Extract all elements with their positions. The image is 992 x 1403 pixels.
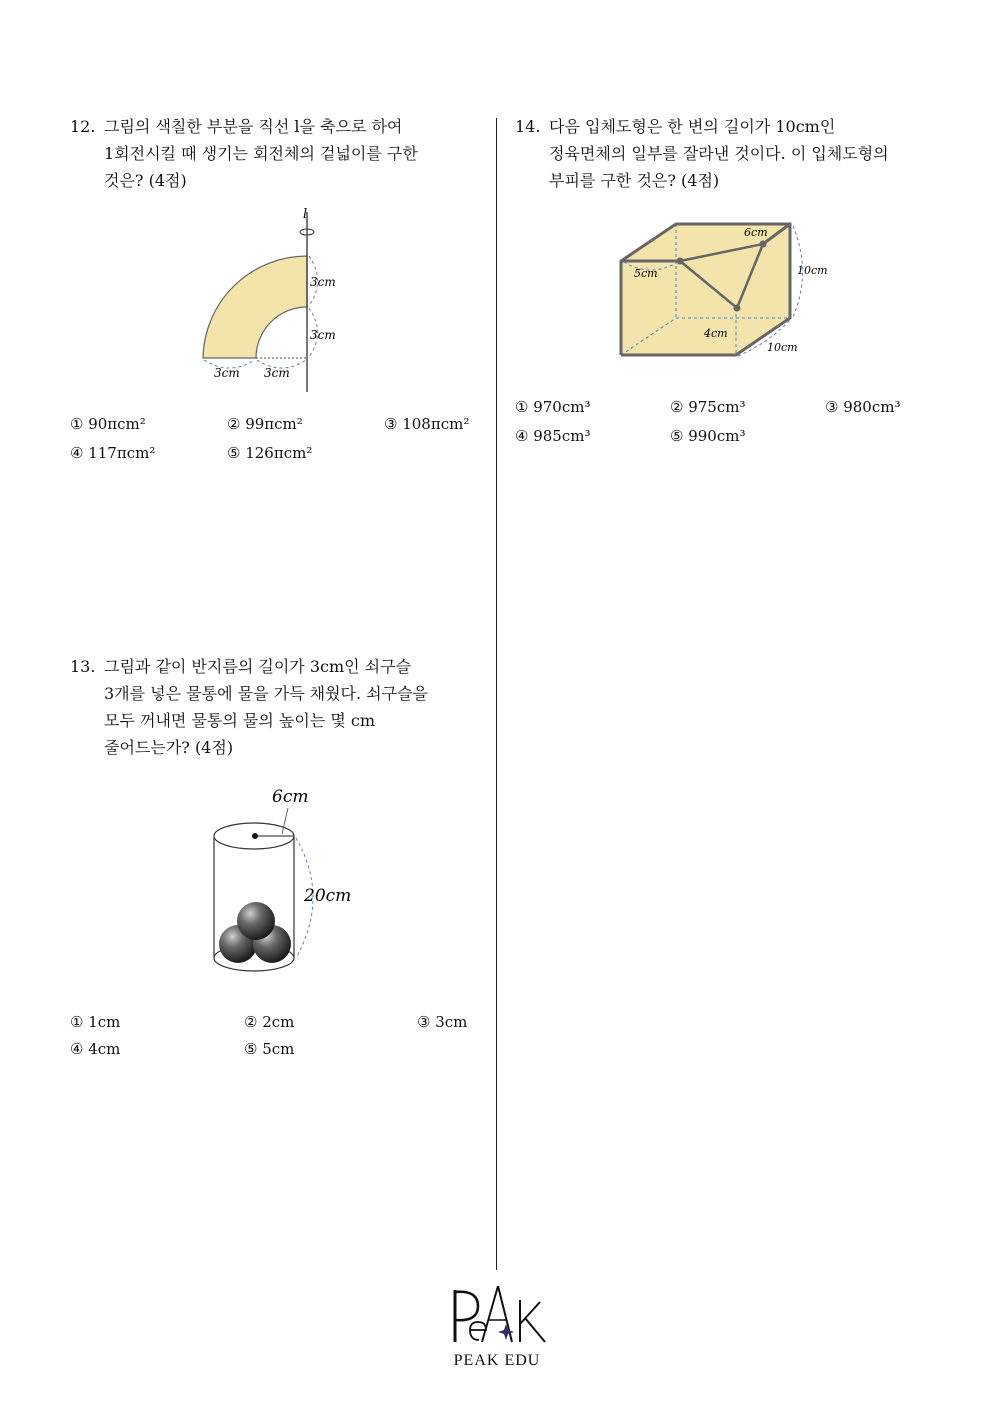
q14-line3: 부피를 구한 것은? (4점) bbox=[549, 171, 720, 190]
logo-text: PEAK EDU bbox=[453, 1352, 541, 1369]
q12-option-5[interactable]: ⑤ 126πcm² bbox=[227, 444, 313, 462]
q14-text bbox=[515, 113, 935, 194]
q14-label-d: 4cm bbox=[704, 327, 728, 340]
q13-option-5[interactable]: ⑤ 5cm bbox=[244, 1040, 295, 1058]
q13-option-3[interactable]: ③ 3cm bbox=[417, 1013, 468, 1031]
q13-height-label: 20cm bbox=[304, 886, 352, 906]
q14-number: 14. bbox=[515, 117, 541, 136]
q13-line4: 줄어드는가? (4점) bbox=[104, 738, 234, 757]
q12-line3: 것은? (4점) bbox=[104, 171, 187, 190]
q13-line3: 모두 꺼내면 물통의 물의 높이는 몇 cm bbox=[104, 711, 376, 730]
q14-figure bbox=[610, 215, 835, 360]
q12-line1: 그림의 색칠한 부분을 직선 l을 축으로 하여 bbox=[104, 117, 403, 136]
peak-logo-icon bbox=[444, 1280, 550, 1350]
q13-text bbox=[70, 653, 490, 761]
q12-number: 12. bbox=[70, 117, 96, 136]
q12-option-2[interactable]: ② 99πcm² bbox=[227, 415, 303, 433]
q12-label-a: 3cm bbox=[310, 275, 336, 289]
q14-option-1[interactable]: ① 970cm³ bbox=[515, 398, 591, 416]
q13-option-4[interactable]: ④ 4cm bbox=[70, 1040, 121, 1058]
q14-label-c: 10cm bbox=[797, 264, 828, 277]
q14-label-b: 5cm bbox=[634, 267, 658, 280]
q14-option-4[interactable]: ④ 985cm³ bbox=[515, 427, 591, 445]
q14-label-a: 6cm bbox=[744, 226, 768, 239]
q12-figure bbox=[195, 200, 355, 395]
q13-line2: 3개를 넣은 물통에 물을 가득 채웠다. 쇠구슬을 bbox=[104, 684, 428, 703]
q12-option-3[interactable]: ③ 108πcm² bbox=[384, 415, 470, 433]
q14-label-e: 10cm bbox=[767, 341, 798, 354]
q14-line2: 정육면체의 일부를 잘라낸 것이다. 이 입체도형의 bbox=[549, 144, 889, 163]
q14-line1: 다음 입체도형은 한 변의 길이가 10cm인 bbox=[549, 117, 836, 136]
q12-option-4[interactable]: ④ 117πcm² bbox=[70, 444, 156, 462]
q12-axis-label: l bbox=[303, 207, 308, 222]
q13-radius-label: 6cm bbox=[272, 787, 309, 807]
q12-option-1[interactable]: ① 90πcm² bbox=[70, 415, 146, 433]
q12-text bbox=[70, 113, 490, 194]
q14-option-2[interactable]: ② 975cm³ bbox=[670, 398, 746, 416]
q12-line2: 1회전시킬 때 생기는 회전체의 겉넓이를 구한 bbox=[104, 144, 418, 163]
q13-option-1[interactable]: ① 1cm bbox=[70, 1013, 121, 1031]
q14-option-3[interactable]: ③ 980cm³ bbox=[825, 398, 901, 416]
q13-option-2[interactable]: ② 2cm bbox=[244, 1013, 295, 1031]
q12-label-c: 3cm bbox=[214, 366, 240, 380]
q13-number: 13. bbox=[70, 657, 96, 676]
q13-line1: 그림과 같이 반지름의 길이가 3cm인 쇠구슬 bbox=[104, 657, 412, 676]
q13-figure bbox=[205, 780, 360, 980]
q14-option-5[interactable]: ⑤ 990cm³ bbox=[670, 427, 746, 445]
column-divider bbox=[496, 118, 497, 1270]
q12-label-d: 3cm bbox=[264, 366, 290, 380]
q12-label-b: 3cm bbox=[310, 328, 336, 342]
